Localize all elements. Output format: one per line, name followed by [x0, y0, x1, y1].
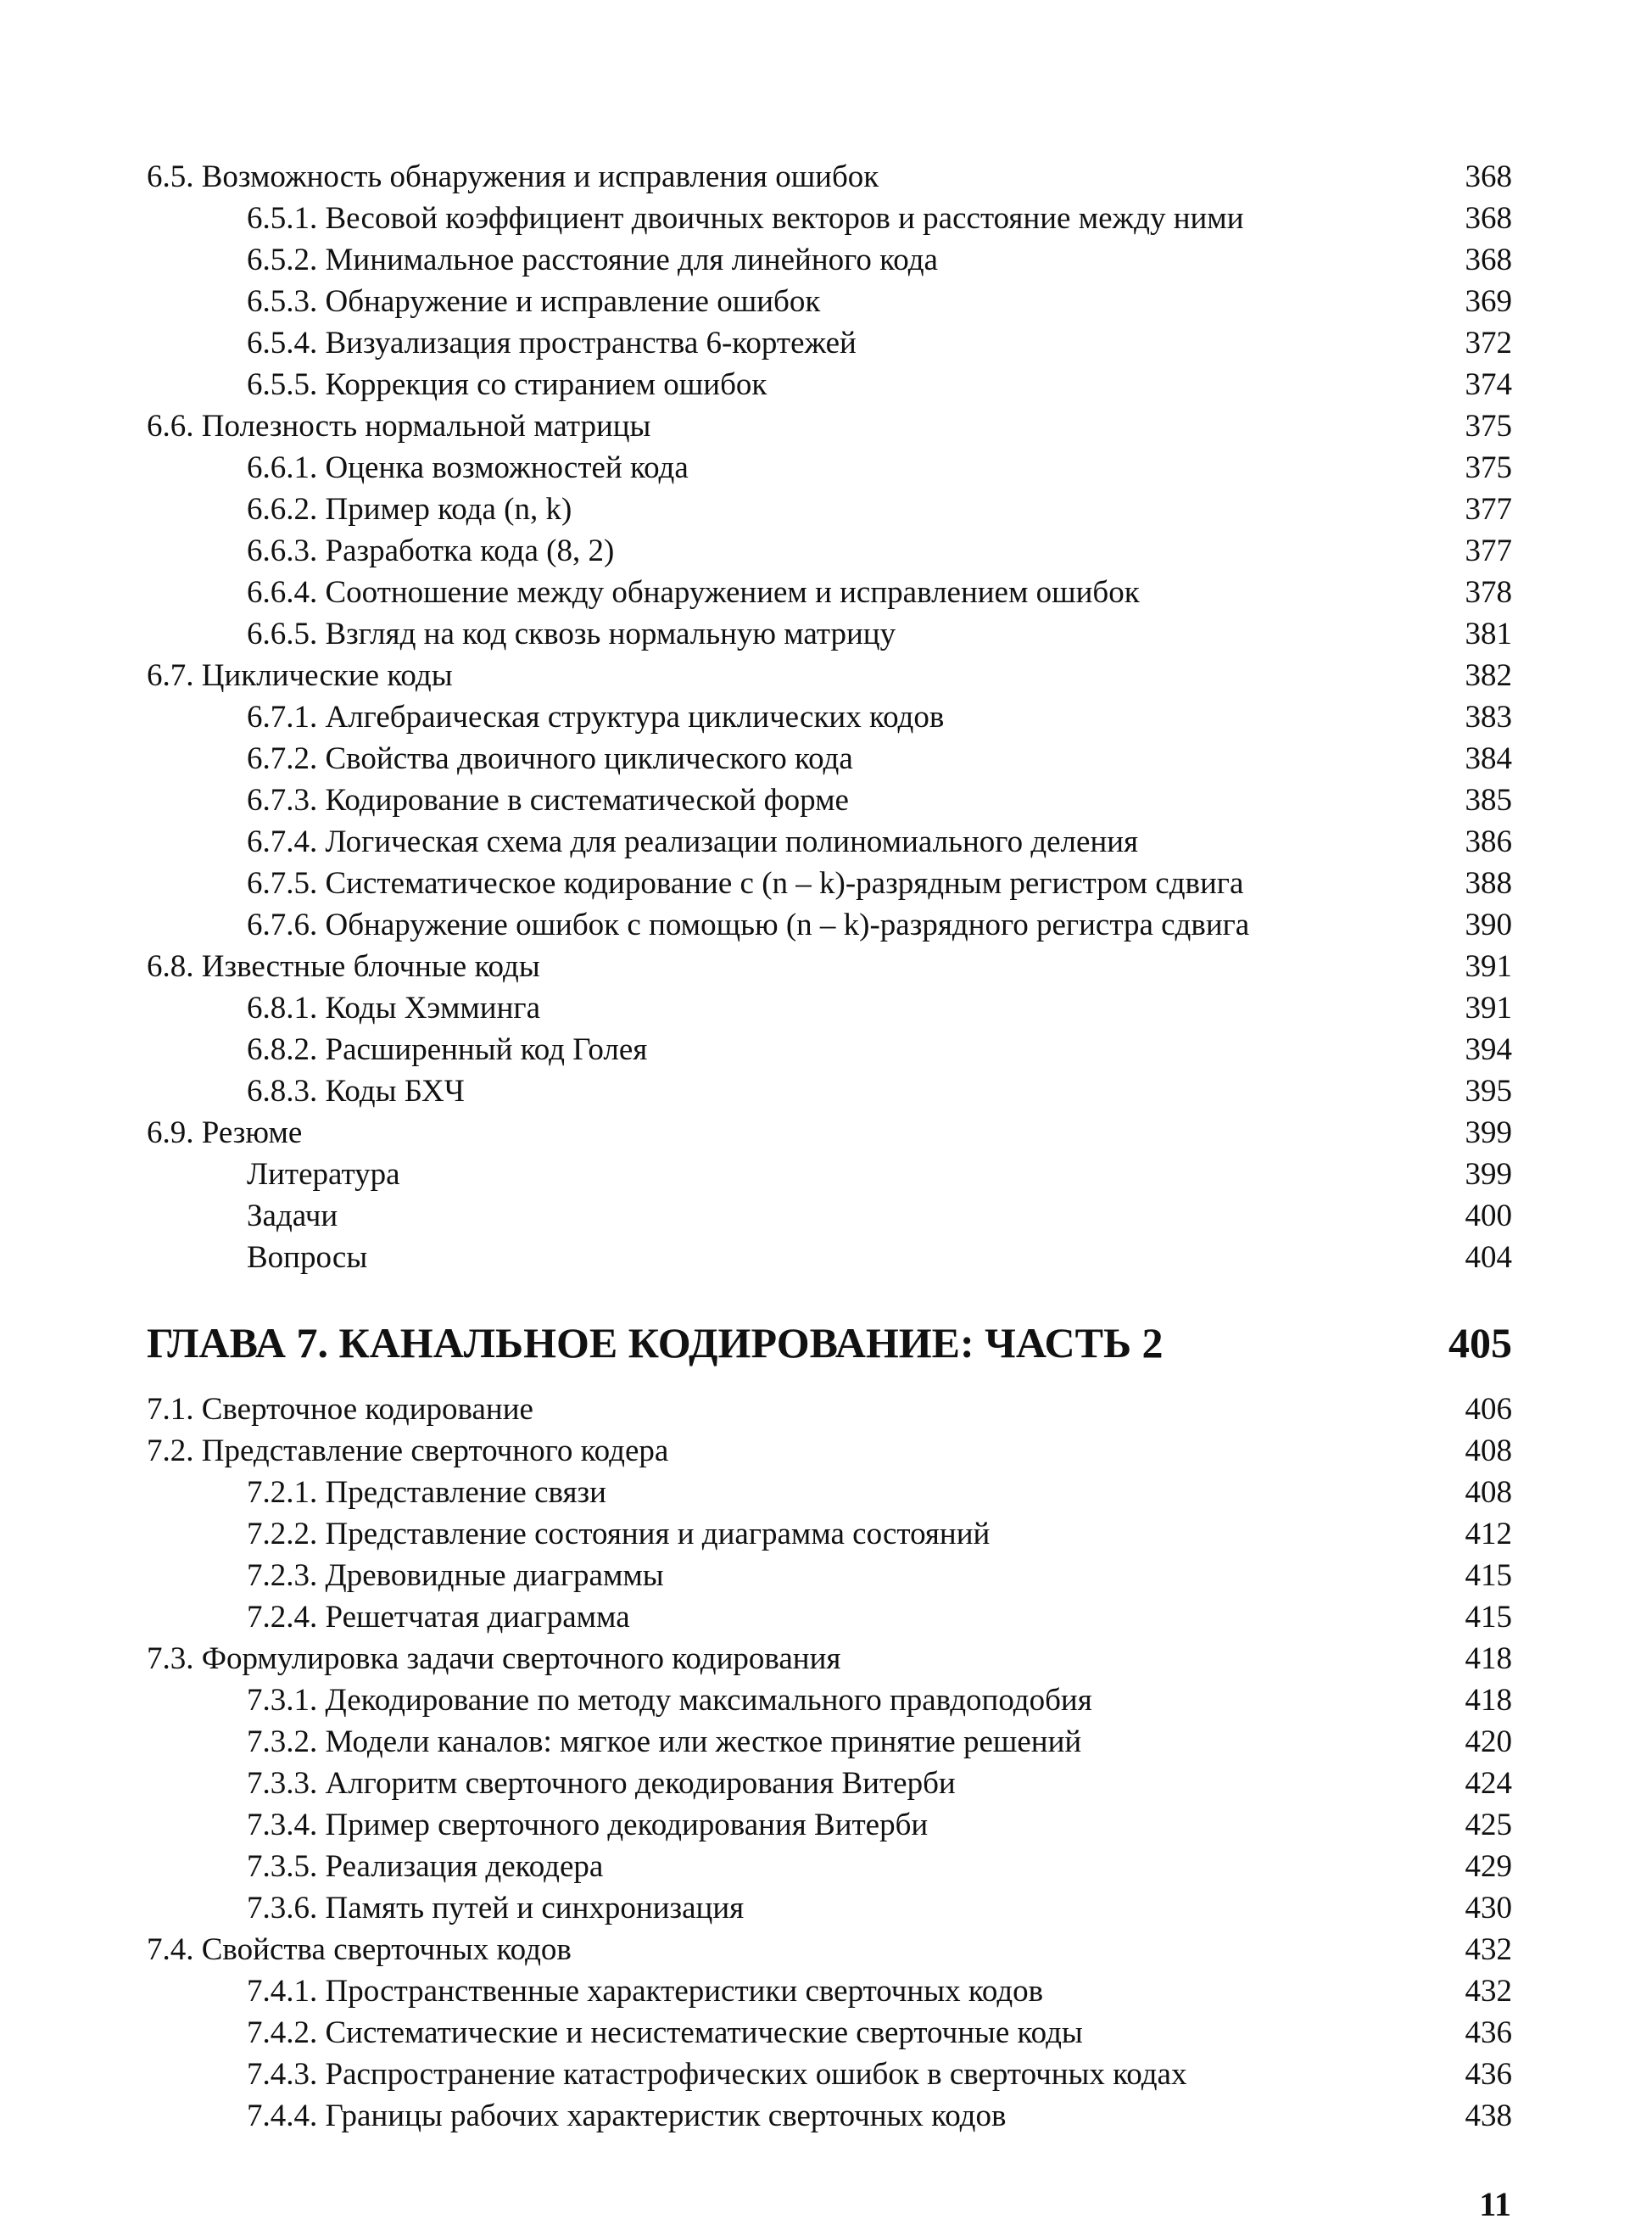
toc-entry-page-number: 432 — [1465, 1974, 1512, 2009]
toc-entry-page-number: 415 — [1465, 1600, 1512, 1635]
toc-entry-page-number: 436 — [1465, 2015, 1512, 2050]
toc-entry-title: 7.4.1. Пространственные характеристики сверточных кодов — [247, 1974, 1044, 2009]
toc-entry-page-number: 424 — [1465, 1766, 1512, 1801]
toc-section-entry — [147, 156, 1512, 198]
toc-entry-page-number: 408 — [1465, 1475, 1512, 1510]
toc-entry-title: Задачи — [247, 1199, 338, 1233]
toc-entry-page-number: 377 — [1465, 492, 1512, 527]
toc-entry-title: 6.6. Полезность нормальной матрицы — [147, 409, 651, 444]
toc-entry-title: 6.5.4. Визуализация пространства 6-кортежей — [247, 326, 857, 360]
toc-entry-title: 6.5.1. Весовой коэффициент двоичных векторов и расстояние между ними — [247, 201, 1244, 236]
toc-entry-title: 6.7.2. Свойства двоичного циклического кода — [247, 741, 853, 776]
toc-entry-title: 7.4.4. Границы рабочих характеристик сверточных кодов — [247, 2099, 1007, 2133]
toc-entry-title: 7.3. Формулировка задачи сверточного кодирования — [147, 1641, 841, 1676]
toc-entry-page-number: 430 — [1465, 1891, 1512, 1925]
toc-entry-title: 6.7.1. Алгебраическая структура циклических кодов — [247, 700, 945, 735]
toc-entry-page-number: 381 — [1465, 617, 1512, 651]
toc-entry-page-number: 384 — [1465, 741, 1512, 776]
toc-subsection-entry — [147, 198, 1512, 239]
toc-subsection-entry — [147, 572, 1512, 613]
toc-entry-page-number: 375 — [1465, 450, 1512, 485]
toc-entry-title: 7.2.2. Представление состояния и диаграмма состояний — [247, 1517, 991, 1551]
toc-entry-page-number: 429 — [1465, 1849, 1512, 1884]
toc-subsection-entry — [147, 239, 1512, 281]
toc-backmatter-entry — [147, 1154, 1512, 1195]
toc-entry-title: 6.8.2. Расширенный код Голея — [247, 1032, 648, 1067]
toc-subsection-entry — [147, 1596, 1512, 1638]
toc-entry-title: Вопросы — [247, 1240, 368, 1275]
toc-entry-page-number: 438 — [1465, 2099, 1512, 2133]
toc-subsection-entry — [147, 1679, 1512, 1721]
toc-subsection-entry — [147, 1070, 1512, 1112]
toc-entry-page-number: 377 — [1465, 534, 1512, 568]
toc-subsection-entry — [147, 1029, 1512, 1070]
toc-entry-page-number: 399 — [1465, 1115, 1512, 1150]
toc-section-entry — [147, 405, 1512, 447]
toc-entry-page-number: 391 — [1465, 991, 1512, 1026]
toc-entry-page-number: 368 — [1465, 159, 1512, 194]
toc-entry-page-number: 383 — [1465, 700, 1512, 735]
toc-entry-page-number: 375 — [1465, 409, 1512, 444]
toc-entry-page-number: 378 — [1465, 575, 1512, 610]
toc-entry-title: 6.6.1. Оценка возможностей кода — [247, 450, 689, 485]
toc-entry-title: 7.3.4. Пример сверточного декодирования Витерби — [247, 1808, 929, 1842]
toc-subsection-entry — [147, 489, 1512, 530]
toc-subsection-entry — [147, 1887, 1512, 1929]
toc-section-entry — [147, 1389, 1512, 1430]
toc-entry-title: 6.7.4. Логическая схема для реализации полиномиального деления — [247, 824, 1139, 859]
toc-subsection-entry — [147, 364, 1512, 405]
toc-subsection-entry — [147, 1513, 1512, 1555]
toc-subsection-entry — [147, 780, 1512, 821]
toc-section-entry — [147, 1112, 1512, 1154]
chapter-page-number: 405 — [1448, 1319, 1512, 1367]
toc-entry-title: 7.4.2. Систематические и несистематические сверточные коды — [247, 2015, 1083, 2050]
toc-section-entry — [147, 946, 1512, 987]
toc-subsection-entry — [147, 2012, 1512, 2054]
toc-section-entry — [147, 655, 1512, 696]
page-folio: 11 — [1479, 2185, 1511, 2223]
toc-entry-title: 6.9. Резюме — [147, 1115, 303, 1150]
toc-subsection-entry — [147, 1804, 1512, 1846]
toc-backmatter-entry — [147, 1237, 1512, 1278]
toc-entry-title: 6.8.1. Коды Хэмминга — [247, 991, 541, 1026]
toc-entry-title: 6.6.3. Разработка кода (8, 2) — [247, 534, 615, 568]
toc-entry-page-number: 395 — [1465, 1074, 1512, 1109]
toc-entry-title: Литература — [247, 1157, 400, 1192]
toc-section-chapter-7 — [147, 1389, 1512, 2137]
toc-entry-title: 6.5.5. Коррекция со стиранием ошибок — [247, 367, 767, 402]
toc-entry-title: 6.8.3. Коды БХЧ — [247, 1074, 465, 1109]
toc-entry-title: 7.3.2. Модели каналов: мягкое или жесткое принятие решений — [247, 1724, 1082, 1759]
toc-entry-page-number: 385 — [1465, 783, 1512, 818]
toc-entry-title: 6.7.5. Систематическое кодирование с (n – k)-разрядным регистром сдвига — [247, 866, 1244, 901]
toc-entry-page-number: 408 — [1465, 1434, 1512, 1468]
toc-entry-page-number: 382 — [1465, 658, 1512, 693]
toc-entry-page-number: 374 — [1465, 367, 1512, 402]
toc-subsection-entry — [147, 1721, 1512, 1763]
toc-entry-page-number: 415 — [1465, 1558, 1512, 1593]
toc-subsection-entry — [147, 696, 1512, 738]
toc-entry-page-number: 372 — [1465, 326, 1512, 360]
chapter-title: ГЛАВА 7. КАНАЛЬНОЕ КОДИРОВАНИЕ: ЧАСТЬ 2 — [147, 1319, 1164, 1367]
toc-entry-page-number: 391 — [1465, 949, 1512, 984]
toc-section-chapter-6 — [147, 156, 1512, 1278]
toc-subsection-entry — [147, 738, 1512, 780]
toc-subsection-entry — [147, 987, 1512, 1029]
toc-entry-title: 6.7. Циклические коды — [147, 658, 453, 693]
toc-entry-page-number: 368 — [1465, 243, 1512, 277]
toc-entry-title: 7.4.3. Распространение катастрофических ошибок в сверточных кодах — [247, 2057, 1187, 2092]
toc-entry-title: 7.1. Сверточное кодирование — [147, 1392, 533, 1427]
toc-entry-page-number: 418 — [1465, 1641, 1512, 1676]
toc-entry-title: 6.5.3. Обнаружение и исправление ошибок — [247, 284, 821, 319]
toc-entry-page-number: 400 — [1465, 1199, 1512, 1233]
toc-subsection-entry — [147, 863, 1512, 904]
toc-subsection-entry — [147, 613, 1512, 655]
toc-entry-page-number: 418 — [1465, 1683, 1512, 1718]
toc-subsection-entry — [147, 1555, 1512, 1596]
toc-entry-page-number: 368 — [1465, 201, 1512, 236]
toc-entry-page-number: 432 — [1465, 1932, 1512, 1967]
toc-entry-title: 7.3.3. Алгоритм сверточного декодирования Витерби — [247, 1766, 956, 1801]
toc-entry-page-number: 399 — [1465, 1157, 1512, 1192]
toc-entry-page-number: 388 — [1465, 866, 1512, 901]
toc-entry-title: 6.5.2. Минимальное расстояние для линейного кода — [247, 243, 938, 277]
toc-entry-title: 7.2.4. Решетчатая диаграмма — [247, 1600, 630, 1635]
toc-entry-page-number: 404 — [1465, 1240, 1512, 1275]
toc-subsection-entry — [147, 1970, 1512, 2012]
toc-entry-title: 6.7.6. Обнаружение ошибок с помощью (n – k)-разрядного регистра сдвига — [247, 908, 1250, 942]
toc-subsection-entry — [147, 447, 1512, 489]
toc-subsection-entry — [147, 1846, 1512, 1887]
toc-entry-page-number: 386 — [1465, 824, 1512, 859]
toc-entry-page-number: 425 — [1465, 1808, 1512, 1842]
toc-subsection-entry — [147, 2054, 1512, 2095]
toc-entry-title: 7.4. Свойства сверточных кодов — [147, 1932, 572, 1967]
toc-entry-page-number: 420 — [1465, 1724, 1512, 1759]
toc-entry-title: 6.5. Возможность обнаружения и исправления ошибок — [147, 159, 879, 194]
toc-subsection-entry — [147, 322, 1512, 364]
toc-entry-page-number: 436 — [1465, 2057, 1512, 2092]
toc-entry-title: 7.2. Представление сверточного кодера — [147, 1434, 669, 1468]
toc-entry-page-number: 406 — [1465, 1392, 1512, 1427]
toc-entry-title: 7.2.1. Представление связи — [247, 1475, 606, 1510]
toc-entry-title: 6.6.4. Соотношение между обнаружением и исправлением ошибок — [247, 575, 1140, 610]
toc-entry-title: 6.6.5. Взгляд на код сквозь нормальную матрицу — [247, 617, 896, 651]
toc-subsection-entry — [147, 281, 1512, 322]
toc-subsection-entry — [147, 821, 1512, 863]
toc-backmatter-entry — [147, 1195, 1512, 1237]
toc-subsection-entry — [147, 530, 1512, 572]
toc-entry-title: 6.7.3. Кодирование в систематической форме — [247, 783, 849, 818]
toc-section-entry — [147, 1638, 1512, 1679]
table-of-contents — [147, 156, 1512, 2137]
toc-subsection-entry — [147, 1763, 1512, 1804]
toc-entry-page-number: 369 — [1465, 284, 1512, 319]
toc-entry-title: 7.2.3. Древовидные диаграммы — [247, 1558, 664, 1593]
toc-entry-page-number: 390 — [1465, 908, 1512, 942]
toc-entry-title: 6.8. Известные блочные коды — [147, 949, 540, 984]
toc-section-entry — [147, 1929, 1512, 1970]
toc-subsection-entry — [147, 904, 1512, 946]
toc-entry-title: 7.3.1. Декодирование по методу максимального правдоподобия — [247, 1683, 1092, 1718]
toc-subsection-entry — [147, 2095, 1512, 2137]
toc-entry-title: 7.3.6. Память путей и синхронизация — [247, 1891, 745, 1925]
toc-subsection-entry — [147, 1472, 1512, 1513]
toc-entry-title: 7.3.5. Реализация декодера — [247, 1849, 604, 1884]
toc-entry-page-number: 412 — [1465, 1517, 1512, 1551]
toc-section-entry — [147, 1430, 1512, 1472]
toc-entry-page-number: 394 — [1465, 1032, 1512, 1067]
chapter-heading — [147, 1316, 1512, 1370]
toc-entry-title: 6.6.2. Пример кода (n, k) — [247, 492, 572, 527]
